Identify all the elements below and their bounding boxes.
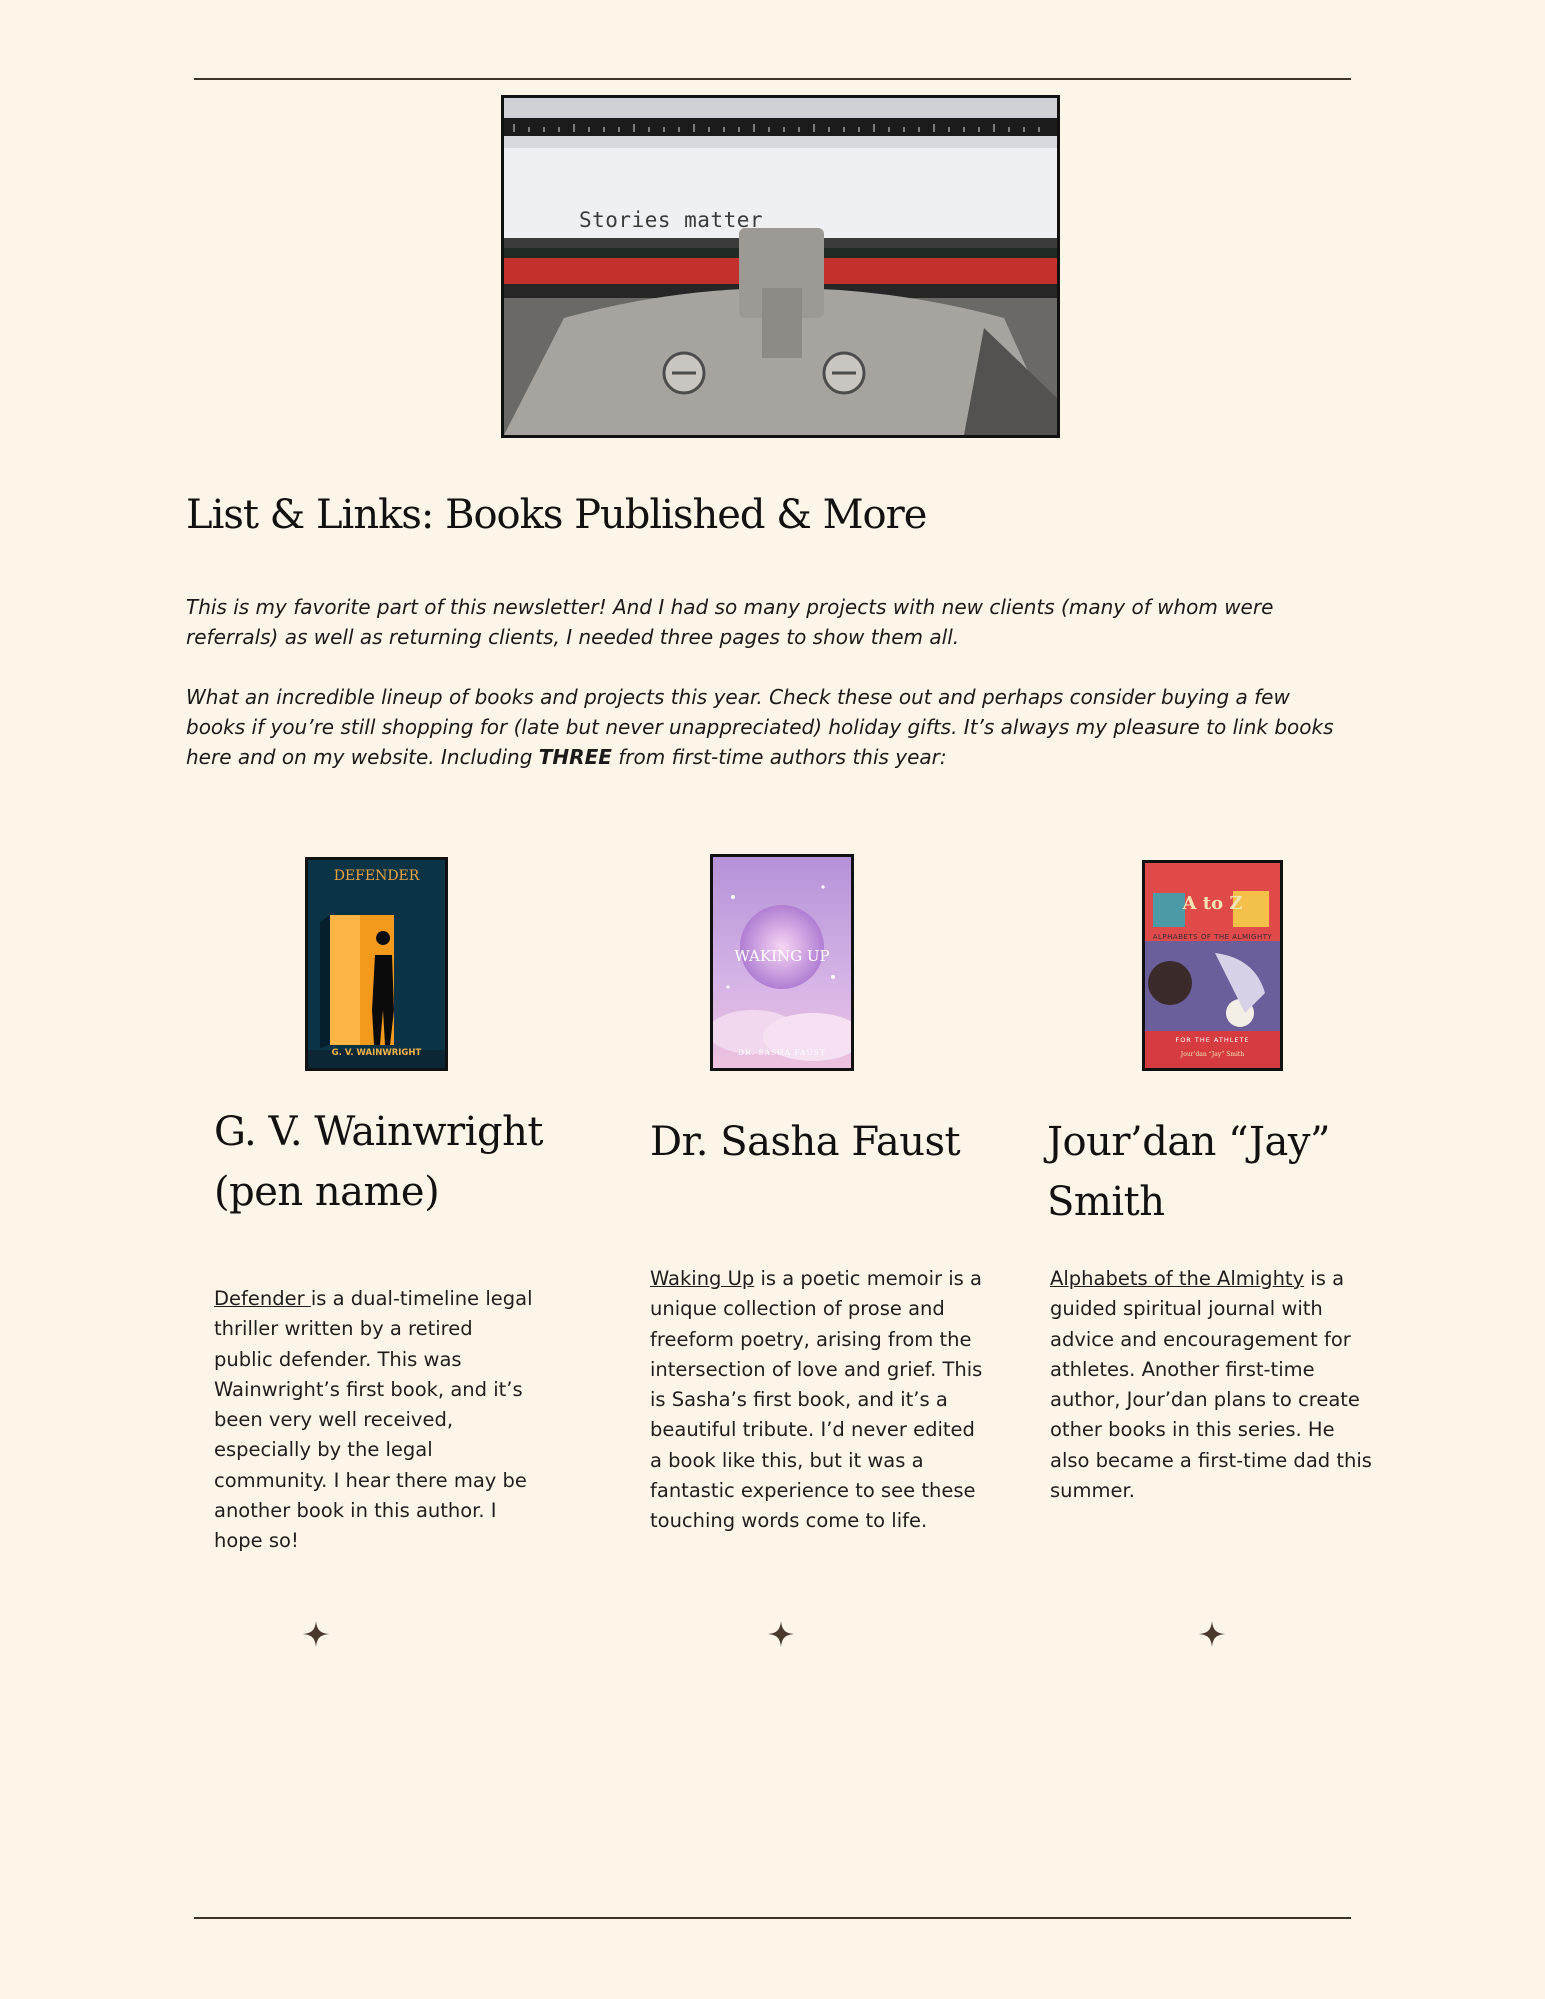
cover-author-alphabets: Jour’dan “Jay” Smith [1180, 1051, 1245, 1058]
intro-paragraph-2-end: from first-time authors this year: [611, 745, 947, 769]
intro-emphasis-three: THREE [538, 745, 612, 769]
book-cover-defender[interactable] [305, 857, 448, 1071]
author-name-wainwright: G. V. Wainwright (pen name) [214, 1109, 543, 1215]
intro-paragraph-2 [186, 682, 1336, 772]
four-point-star-icon [768, 1621, 794, 1647]
book-description-waking-up [650, 1264, 990, 1537]
four-point-star-icon [1199, 1621, 1225, 1647]
cover-title-waking-up: WAKING UP [734, 947, 830, 965]
cover-author-waking-up: DR. SASHA FAUST [738, 1048, 826, 1057]
top-divider [194, 78, 1351, 80]
typewriter-caption: Stories matter [579, 208, 764, 232]
cover-title-alphabets: ALPHABETS OF THE ALMIGHTY [1152, 933, 1273, 941]
intro-paragraph-1: This is my favorite part of this newsletter! And I had so many projects with new clients (many of whom were referrals) as well as returning clients, I needed three pages to show them all. [186, 595, 1274, 649]
description-text-waking-up: is a poetic memoir is a unique collection of prose and freeform poetry, arising from the intersection of love and grief. This is Sasha’s first book, and it’s a beautiful tribute. I’d never edited a book like this, but it was a fantastic experience to see these touching words come to life. [650, 1267, 983, 1533]
cover-author-defender: G. V. WAINWRIGHT [331, 1048, 422, 1058]
cover-title-defender: DEFENDER [333, 868, 420, 884]
typewriter-image [501, 95, 1060, 438]
intro-paragraph-2-text: What an incredible lineup of books and projects this year. Check these out and perhaps consider buying a few books if you’re still shopping for (late but never unappreciated) holiday gifts. It’s always my pleasure to link books here and on my website. Including [186, 685, 1334, 769]
section-title: List & Links: Books Published & More [186, 492, 927, 538]
cover-letters-alphabets: A to Z [1182, 893, 1243, 914]
description-text-defender: is a dual-timeline legal thriller written by a retired public defender. This was Wainwright’s first book, and it’s been very well received, especially by the legal community. I hear there may be another book in this author. I hope so! [214, 1287, 533, 1553]
book-link-alphabets[interactable]: Alphabets of the Almighty [1050, 1267, 1305, 1290]
author-name-smith: Jour’dan “Jay” Smith [1047, 1119, 1330, 1225]
bottom-divider [194, 1917, 1351, 1919]
book-cover-waking-up[interactable] [710, 854, 854, 1071]
typewriter-illustration [504, 98, 1057, 435]
four-point-star-icon [303, 1621, 329, 1647]
book-link-defender[interactable]: Defender [214, 1287, 311, 1310]
description-text-alphabets: is a guided spiritual journal with advice and encouragement for athletes. Another first-time author, Jour’dan plans to create other books in this series. He also became a first-time dad this summer. [1050, 1267, 1372, 1503]
cover-subtitle-alphabets: FOR THE ATHLETE [1175, 1036, 1250, 1044]
author-name-faust: Dr. Sasha Faust [650, 1119, 961, 1165]
book-description-defender [214, 1284, 534, 1557]
book-link-waking-up[interactable]: Waking Up [650, 1267, 755, 1290]
book-cover-alphabets[interactable] [1142, 860, 1283, 1071]
book-description-alphabets [1050, 1264, 1380, 1506]
